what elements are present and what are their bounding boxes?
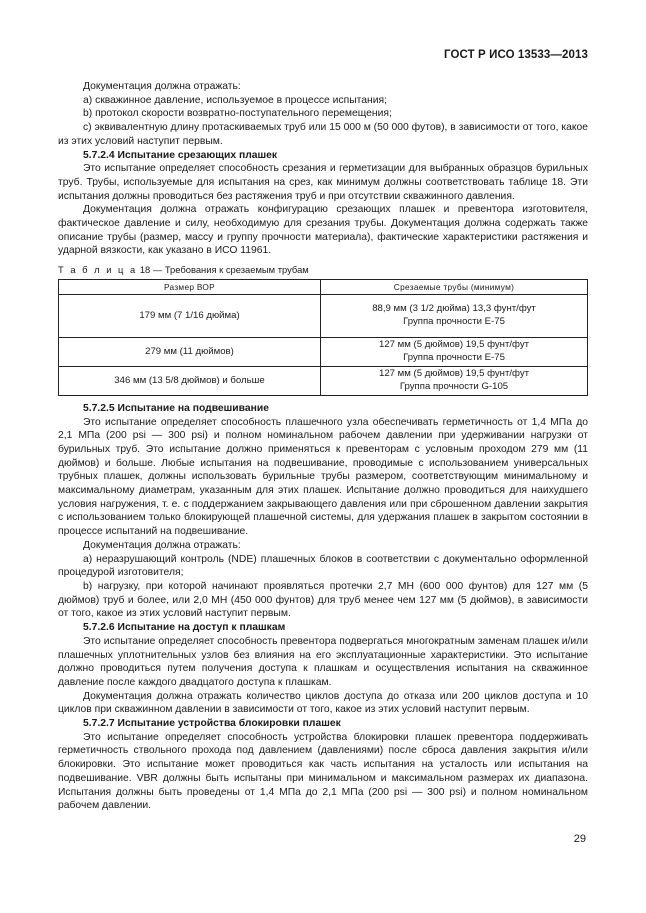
bop-size-cell (59, 337, 321, 366)
standard-header: ГОСТ Р ИСО 13533—2013 (443, 49, 588, 61)
paragraph: Это испытание определяет способность плашечного узла обеспечивать герметичность от 1,4 МПа до 2,1 МПа (200 psi — 300 psi) и полном номинальном рабочем давлении при удерживании нагрузки от бурильных труб. Это испытание должно применяться к превенторам с условным проходом 279 мм (11 дюймов) и больше. Любые испытания на подвешивание, проводимые с использованием универсальных трубных плашек, должны использовать бурильные трубы размером, соответствующим минимальному и максимальному диаметрам, указанным для этих плашек. Испытание должно проводиться для наихудшего условия нагружения, т. е. с поддержанием закрывающего давления или при сброшенном давлении закрытия с использованием только блокирующей плашечной системы, для удержания плашек в закрытом состоянии в процессе испытаний на подвешивание. (58, 416, 588, 538)
shear-pipe-cell (321, 294, 588, 337)
paragraph: Это испытание определяет способность срезания и герметизации для выбранных образцов бурильных труб. Трубы, используемые для испытания на срез, как минимум должны соответствовать таблице 18. Эти испытания должны проводиться без растяжения труб и при отсутствии скважинного давления. (58, 163, 588, 202)
paragraph: c) эквивалентную длину протаскиваемых труб или 15 000 м (50 000 футов), в зависимости от того, какое из этих условий наступит первым. (58, 122, 588, 147)
table-row (59, 337, 588, 366)
page-content (58, 80, 588, 813)
table-caption-text: 18 — Требования к срезаемым трубам (137, 264, 309, 276)
paragraph: Это испытание определяет способность устройства блокировки плашек превентора поддерживать герметичность ствольного прохода под давлением (давлениями) после сброса давления закрытия и/или блокировки. Это испытание может проводиться как часть испытания на усталость или испытания на подвешивание. VBR должны быть испытаны при минимальном и максимальном размерах их диапазона. Испытания должны быть проведены от 1,4 МПа до 2,1 МПа (200 psi — 300 psi) и полном номинальном рабочем давлении. (58, 731, 588, 812)
shear-pipe-cell (321, 366, 588, 395)
pipe-spec-text: 127 мм (5 дюймов) 19,5 фунт/фут (378, 368, 530, 380)
section-heading: 5.7.2.5 Испытание на подвешивание (83, 402, 269, 414)
bop-size-text: 179 мм (7 1/16 дюйма) (139, 309, 240, 321)
table-row (59, 366, 588, 395)
bop-size-text: 279 мм (11 дюймов) (145, 345, 234, 357)
page-number: 29 (573, 833, 586, 845)
bop-size-text: 346 мм (13 5/8 дюймов) и больше (114, 374, 265, 386)
paragraph: Документация должна отражать количество циклов доступа до отказа или 200 циклов доступа и 10 циклов при скважинном давлении в зависимости от того, какое из этих условий наступит первым. (58, 690, 588, 716)
pipe-grade-text: Группа прочности Е-75 (403, 315, 505, 327)
paragraph: Это испытание определяет способность превентора подвергаться многократным заменам плашек и/или плашечных уплотнительных узлов без влияния на его эксплуатационные характеристики. Это испытание должно проводиться путем получения доступа к плашкам и осуществления испытания на скважинное давление после каждого двадцатого доступа к плашкам. (58, 635, 588, 688)
top-paragraphs (58, 80, 588, 258)
bottom-paragraphs (58, 402, 588, 813)
section-heading: 5.7.2.7 Испытание устройства блокировки плашек (83, 718, 341, 730)
shear-pipe-cell (321, 337, 588, 366)
paragraph: b) протокол скорости возвратно-поступательного перемещения; (83, 108, 392, 120)
pipe-spec-text: 88,9 мм (3 1/2 дюйма) 13,3 фунт/фут (372, 303, 536, 315)
table-caption (58, 263, 588, 277)
section-heading: 5.7.2.6 Испытание на доступ к плашкам (83, 622, 286, 634)
paragraph: Документация должна отражать: (83, 539, 241, 551)
section-heading: 5.7.2.4 Испытание срезающих плашек (83, 149, 278, 161)
column-header-bop-size: Размер ВОР (59, 279, 321, 294)
pipe-grade-text: Группа прочности Е-75 (403, 351, 505, 363)
paragraph: a) неразрушающий контроль (NDE) плашечных блоков в соответствии с документально оформленной процедурой изготовителя; (58, 553, 588, 579)
bop-size-cell (59, 294, 321, 337)
column-header-shear-pipe: Срезаемые трубы (минимум) (321, 279, 588, 294)
paragraph: Документация должна отражать конфигурацию срезающих плашек и превентора изготовителя, фактическое давление и силу, необходимую для срезания трубы. Документация должна содержать также описание трубы (размер, массу и группу прочности материала), фактические характеристики растяжения и ударной вязкости, как указано в ИСО 11961. (58, 204, 588, 257)
pipe-grade-text: Группа прочности G-105 (399, 380, 509, 392)
paragraph: Документация должна отражать: (83, 81, 241, 92)
shear-pipe-table (58, 279, 588, 396)
pipe-spec-text: 127 мм (5 дюймов) 19,5 фунт/фут (378, 339, 530, 351)
bop-size-cell (59, 366, 321, 395)
paragraph: a) скважинное давление, используемое в процессе испытания; (83, 94, 387, 106)
table-caption-label: Т а б л и ц а (58, 264, 138, 276)
table-row (59, 294, 588, 337)
table-header-row (59, 279, 588, 294)
paragraph: b) нагрузку, при которой начинают проявляться протечки 2,7 МН (600 000 фунтов) для 127 мм (5 дюймов) труб и более, или 2,0 МН (450 000 фунтов) для труб менее чем 127 мм (5 дюймов), в зависимости от того, какое из этих условий наступит первым. (58, 580, 588, 620)
